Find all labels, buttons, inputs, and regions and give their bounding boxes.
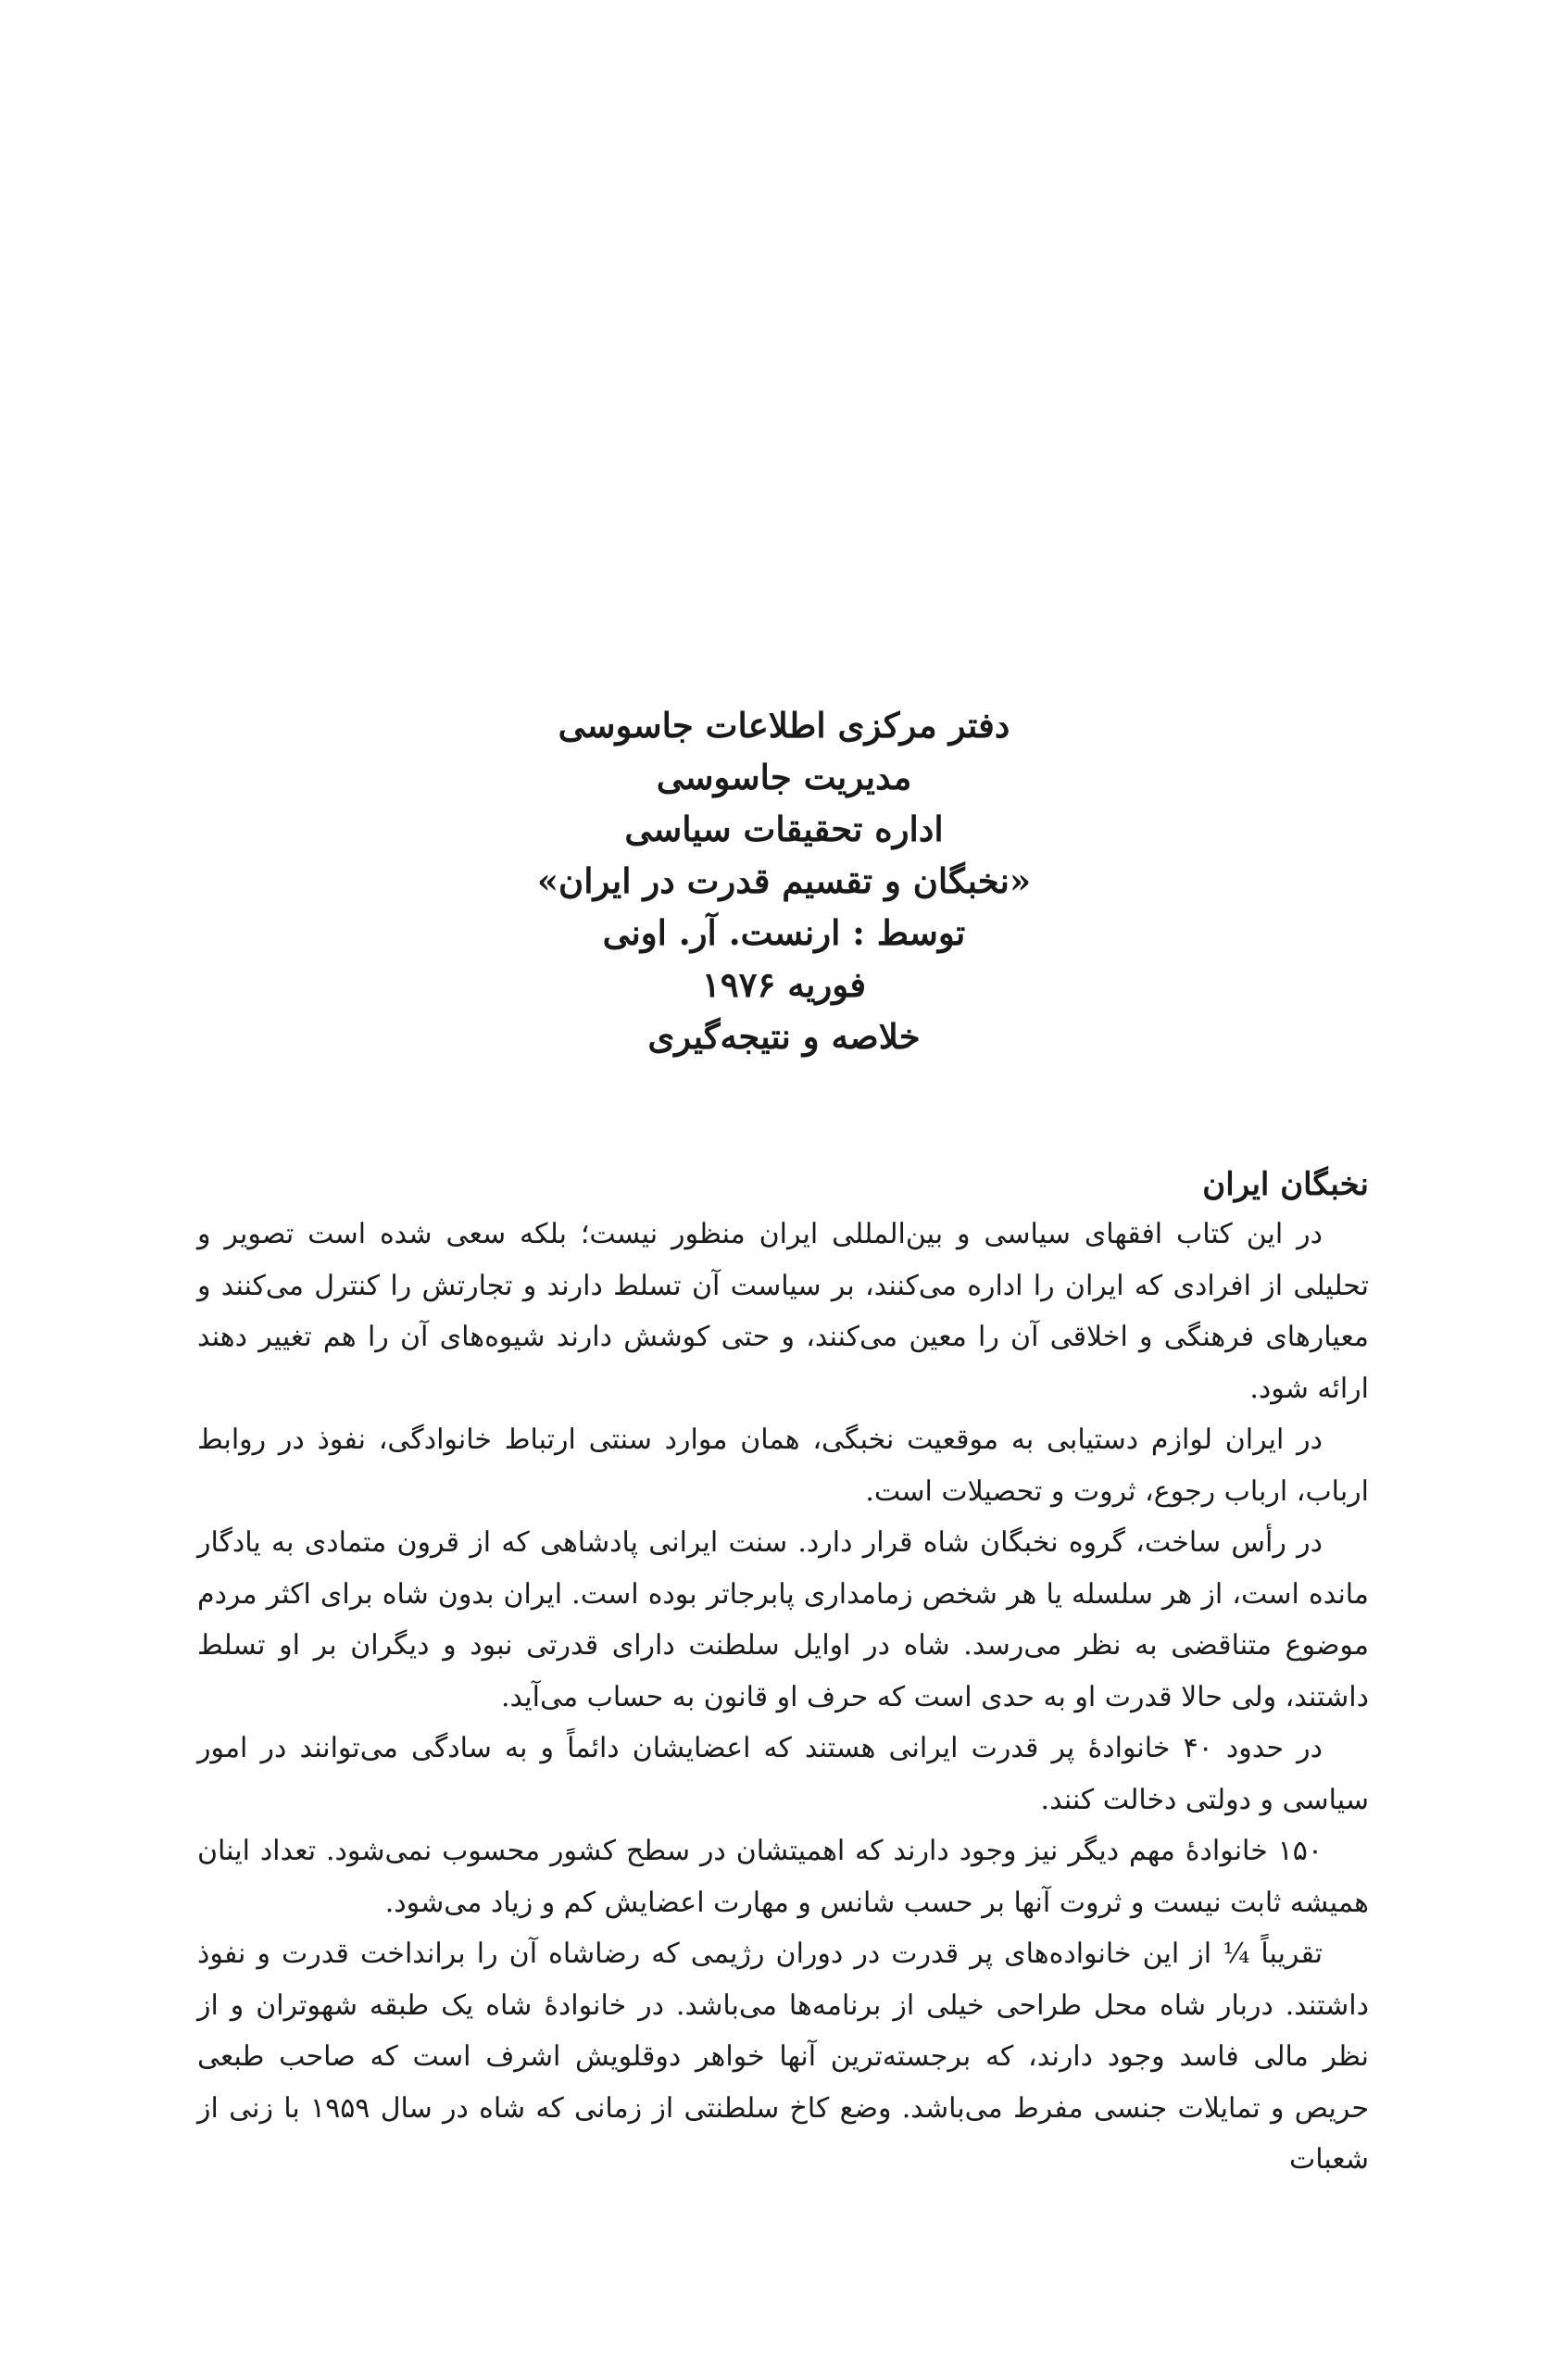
document-title-block	[0, 699, 1568, 1062]
office-name: اداره تحقیقات سیاسی	[624, 809, 944, 849]
report-title: «نخبگان و تقسیم قدرت در ایران»	[536, 860, 1032, 901]
directorate-name: مدیریت جاسوسی	[656, 757, 912, 797]
paragraph: در این کتاب افقهای سیاسی و بین‌المللی ایران منظور نیست؛ بلکه سعی شده است تصویر و تحلیلی از افرادی که ایران را اداره می‌کنند، بر سیاست آن تسلط دارند و تجارتش را کنترل می‌کنند و معیارهای فرهنگی و اخلاقی آن را معین می‌کنند، و حتی کوشش دارند شیوه‌های آن را هم تغییر دهند ارائه شود.	[197, 1218, 1369, 1405]
report-date: فوریه ۱۹۷۶	[701, 964, 867, 1005]
section-heading: نخبگان ایران	[1202, 1166, 1369, 1203]
paragraph: تقریباً ¼ از این خانواده‌های پر قدرت در دوران رژیمی که رضاشاه آن را برانداخت قدرت و نفوذ داشتند. دربار شاه محل طراحی خیلی از برنامه‌ها می‌باشد. در خانوادهٔ شاه یک طبقه شهوتران و از نظر مالی فاسد وجود دارند، که برجسته‌ترین آنها خواهر دوقلویش اشرف است که صاحب طبعی حریص و تمایلات جنسی مفرط می‌باشد. وضع کاخ سلطنتی از زمانی که شاه در سال ۱۹۵۹ با زنی از شعبات	[197, 1938, 1370, 2176]
paragraph: در حدود ۴۰ خانوادهٔ پر قدرت ایرانی هستند که اعضایشان دائماً و به سادگی می‌توانند در امور سیاسی و دولتی دخالت کنند.	[197, 1732, 1369, 1816]
paragraph: در ایران لوازم دستیابی به موقعیت نخبگی، همان موارد سنتی ارتباط خانوادگی، نفوذ در روابط ارباب، ارباب رجوع، ثروت و تحصیلات است.	[197, 1424, 1369, 1508]
summary-heading: خلاصه و نتیجه‌گیری	[647, 1016, 921, 1057]
report-author: توسط : ارنست. آر. اونی	[602, 912, 966, 953]
body-text	[197, 1209, 1369, 2186]
agency-name: دفتر مرکزی اطلاعات جاسوسی	[558, 705, 1010, 746]
paragraph: در رأس ساخت، گروه نخبگان شاه قرار دارد. سنت ایرانی پادشاهی که از قرون متمادی به یادگار مانده است، از هر سلسله یا هر شخص زمامداری پابرجاتر بوده است. ایران بدون شاه برای اکثر مردم موضوع متناقضی به نظر می‌رسد. شاه در اوایل سلطنت دارای قدرتی نبود و دیگران بر او تسلط داشتند، ولی حالا قدرت او به حدی است که حرف او قانون به حساب می‌آید.	[197, 1526, 1369, 1713]
paragraph: ۱۵۰ خانوادهٔ مهم دیگر نیز وجود دارند که اهمیتشان در سطح کشور محسوب نمی‌شود. تعداد اینان همیشه ثابت نیست و ثروت آنها بر حسب شانس و مهارت اعضایش کم و زیاد می‌شود.	[197, 1835, 1369, 1919]
